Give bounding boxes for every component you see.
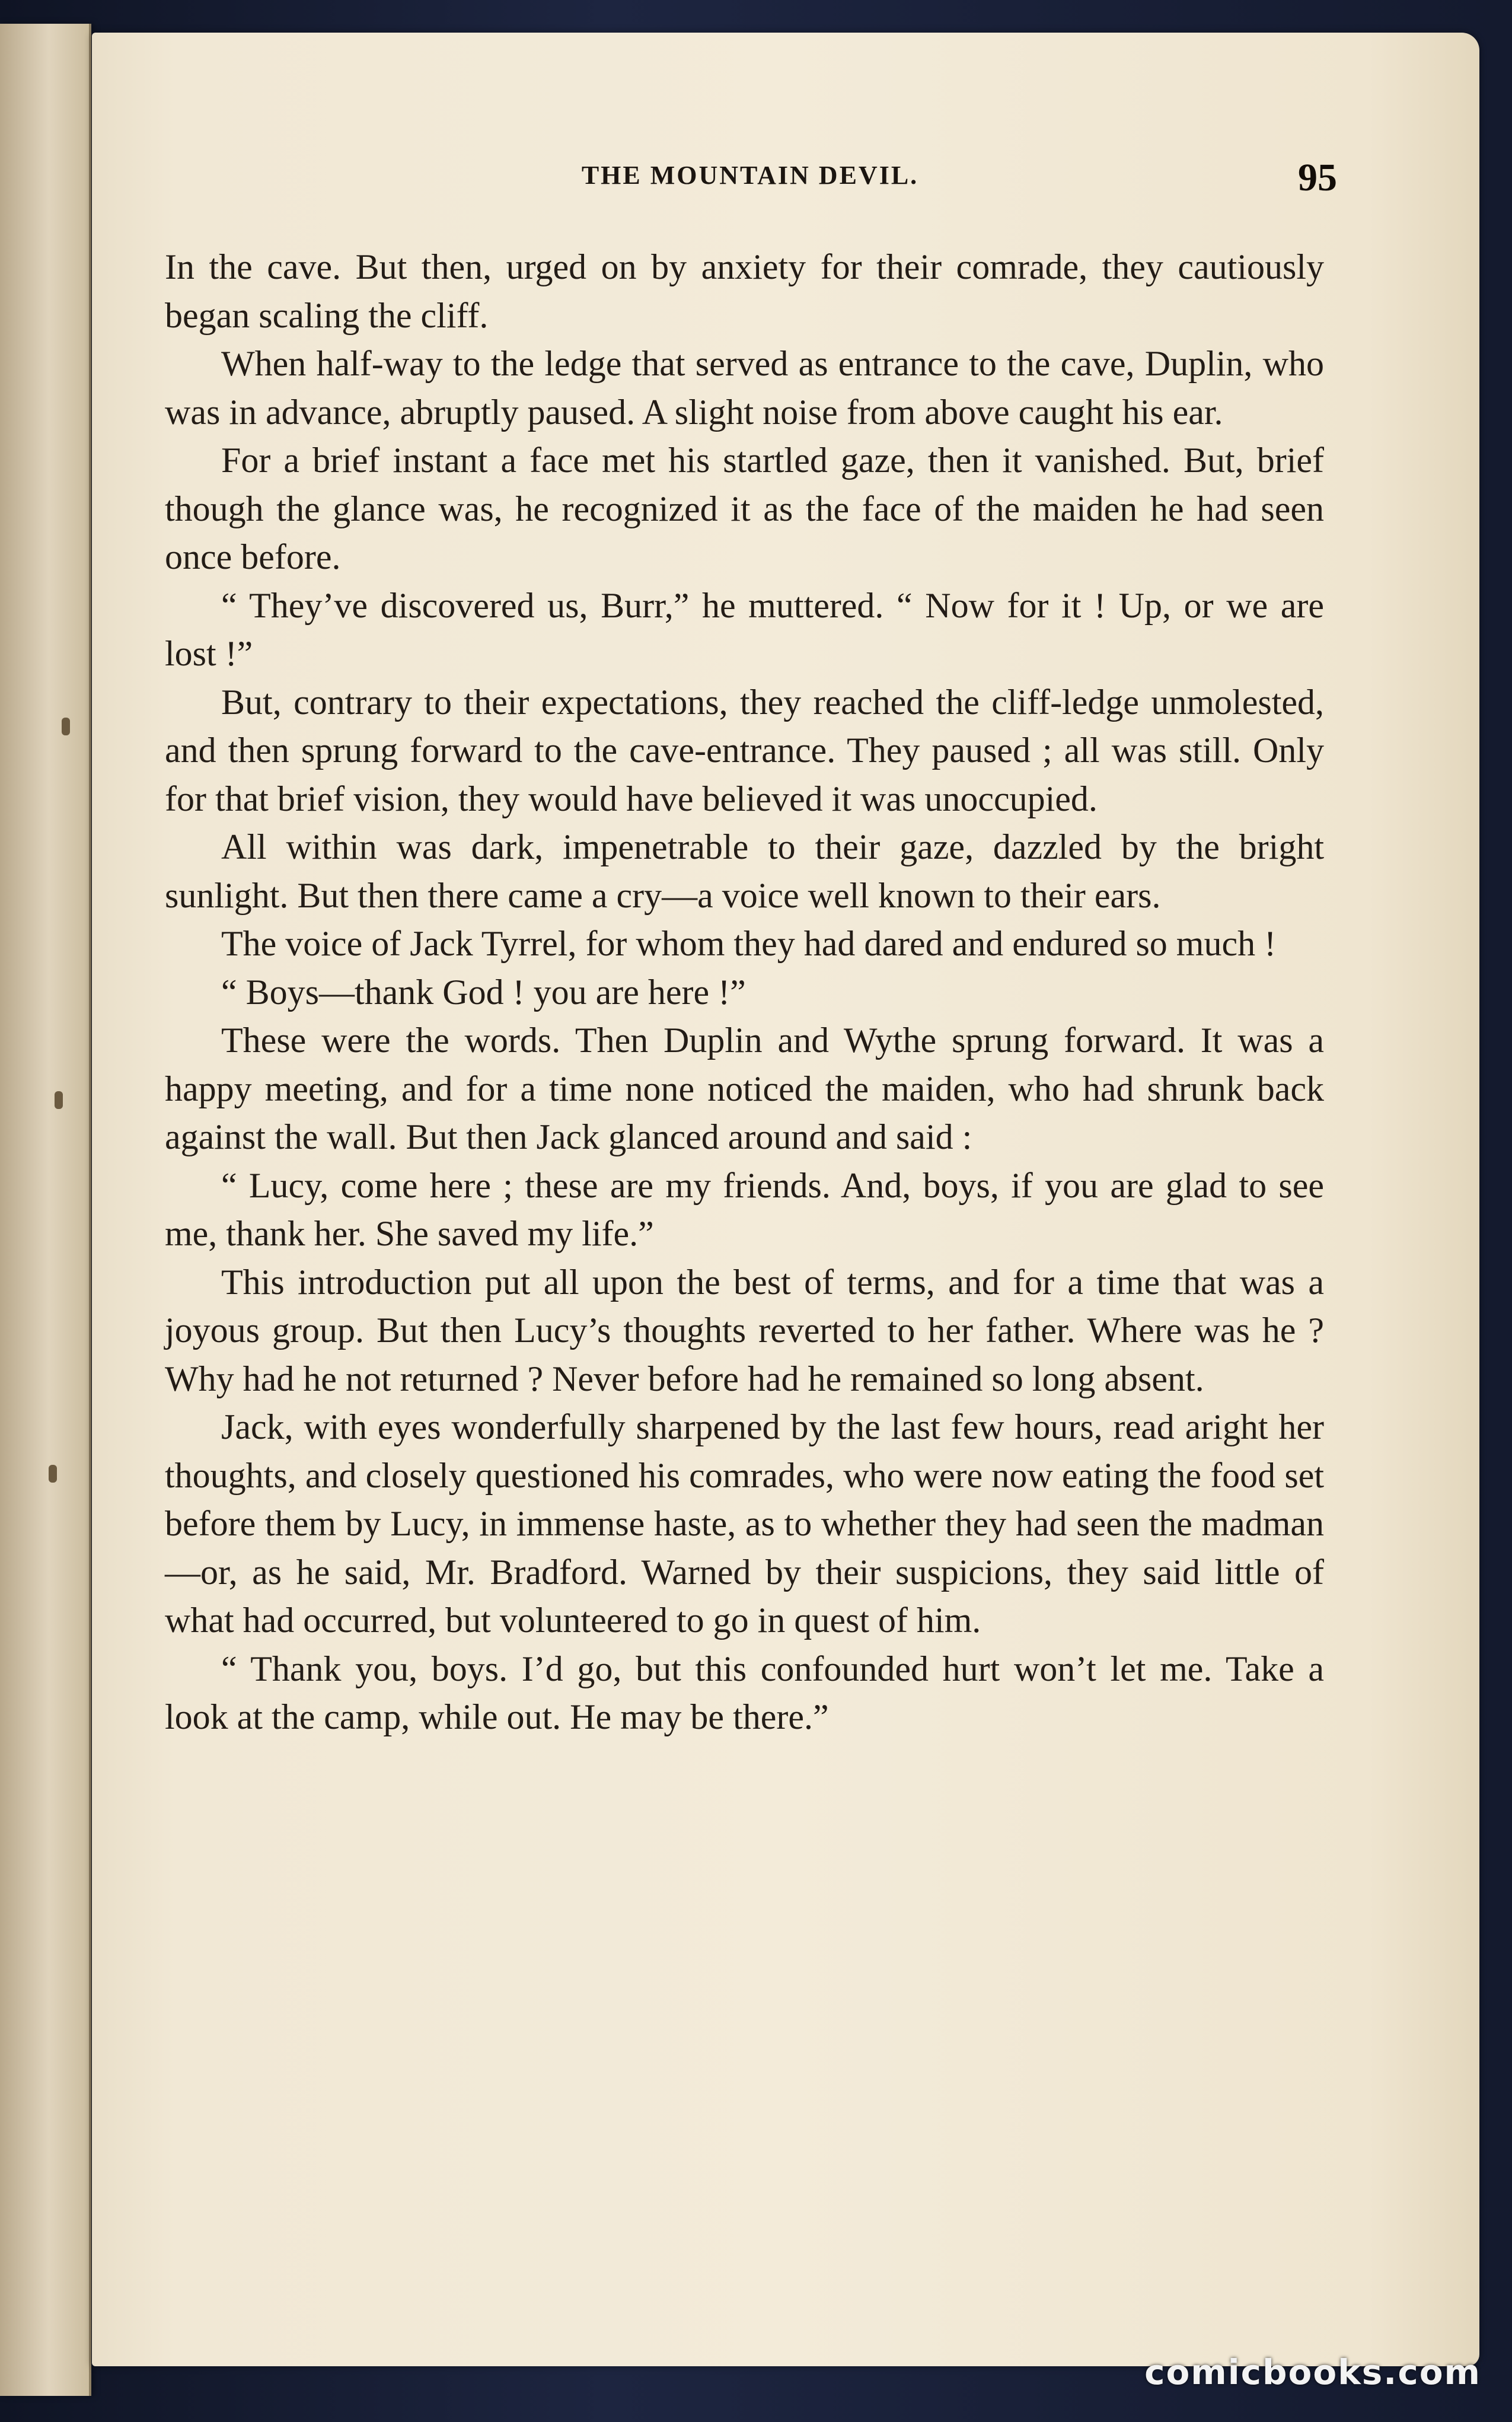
paragraph: “ Boys—thank God ! you are here !” <box>221 972 746 1012</box>
paragraph: “ They’ve discovered us, Burr,” he muttered. “ Now for it ! Up, or we are lost !” <box>165 585 1324 673</box>
running-title: THE MOUNTAIN DEVIL. <box>581 161 919 190</box>
binding-thread-mark <box>49 1465 57 1483</box>
paragraph: This introduction put all upon the best of terms, and for a time that was a joyous group. But then Lucy’s thoughts reverted to her father. Where was he ? Why had he not returned ? Never before had he remained so long absent. <box>165 1262 1324 1398</box>
paragraph: When half-way to the ledge that served as entrance to the cave, Duplin, who was in advance, abruptly paused. A slight noise from above caught his ear. <box>165 344 1324 432</box>
running-head <box>92 156 1337 208</box>
paragraph: For a brief instant a face met his startled gaze, then it vanished. But, brief though the glance was, he recognized it as the face of the maiden he had seen once before. <box>165 441 1324 576</box>
paragraph: “ Thank you, boys. I’d go, but this confounded hurt won’t let me. Take a look at the camp, while out. He may be there.” <box>165 1649 1324 1736</box>
site-watermark: comicbooks.com <box>1144 2352 1481 2392</box>
paragraph: All within was dark, impenetrable to their gaze, dazzled by the bright sunlight. But then there came a cry—a voice well known to their ears. <box>165 827 1324 915</box>
page-body <box>165 243 1324 1742</box>
binding-thread-mark <box>55 1091 63 1109</box>
binding-thread-mark <box>62 718 70 735</box>
paragraph: “ Lucy, come here ; these are my friends. And, boys, if you are glad to see me, thank her. She saved my life.” <box>165 1165 1324 1253</box>
facing-page-edge <box>0 24 91 2396</box>
paragraph: These were the words. Then Duplin and Wythe sprung forward. It was a happy meeting, and for a time none noticed the maiden, who had shrunk back against the wall. But then Jack glanced around and said : <box>165 1021 1324 1156</box>
paragraph: Jack, with eyes wonderfully sharpened by the last few hours, read aright her thoughts, and closely questioned his comrades, who were now eating the food set before them by Lucy, in immense haste, as to whether they had seen the madman—or, as he said, Mr. Bradford. Warned by their suspicions, they said little of what had occurred, but volunteered to go in quest of him. <box>165 1407 1324 1640</box>
paragraph: The voice of Jack Tyrrel, for whom they had dared and endured so much ! <box>221 924 1277 963</box>
paragraph: In the cave. But then, urged on by anxiety for their comrade, they cautiously began scaling the cliff. <box>165 247 1324 335</box>
paragraph: But, contrary to their expectations, they reached the cliff-ledge unmolested, and then sprung forward to the cave-entrance. They paused ; all was still. Only for that brief vision, they would have believed it was unoccupied. <box>165 682 1324 818</box>
page-number: 95 <box>1298 156 1337 199</box>
